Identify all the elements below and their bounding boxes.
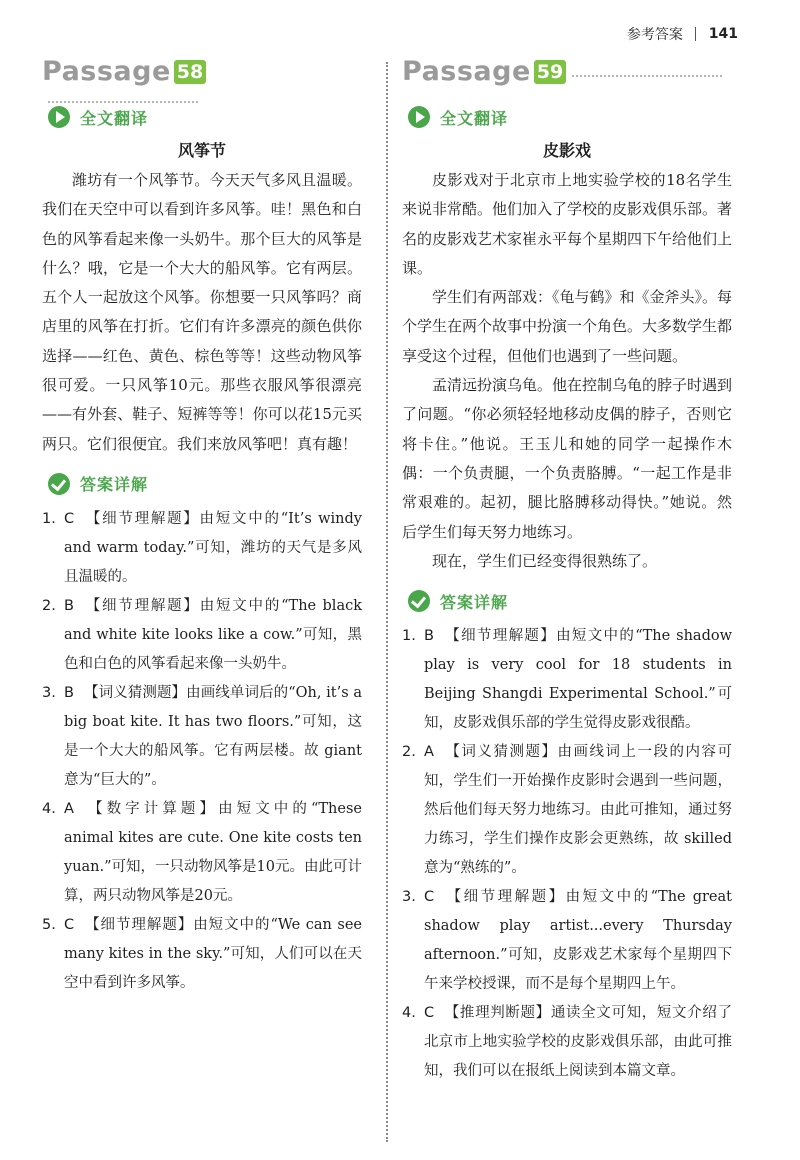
answer-item: [402, 883, 732, 999]
translation-section-header: [402, 102, 732, 132]
answer-text: 【词义猜测题】由画线单词后的“Oh, it’s a big boat kite. It has two floors.”可知，这是一个大大的船风筝。它有两层楼。故 giant 意为“巨大的”。: [64, 684, 362, 788]
passage-word: Passage: [42, 56, 171, 87]
answer-text: 【细节理解题】由短文中的“It’s windy and warm today.”可知，潍坊的天气是多风且温暖的。: [64, 510, 362, 585]
answer-number: 4.: [42, 800, 56, 817]
article-paragraph: 现在，学生们已经变得很熟练了。: [432, 551, 658, 570]
answer-letter: B: [424, 628, 434, 645]
check-icon: [408, 590, 430, 612]
answer-letter: C: [64, 510, 75, 527]
answers-label: 答案详解: [80, 475, 149, 495]
translation-section-header: [42, 102, 362, 132]
answer-text: 【词义猜测题】由画线词上一段的内容可知，学生们一开始操作皮影时会遇到一些问题，然后他们每天努力地练习。由此可推知，通过努力练习，学生们操作皮影会更熟练，故 skilled 意为“熟练的”。: [424, 744, 732, 877]
answer-text: 【细节理解题】由短文中的“We can see many kites in the sky.”可知，人们可以在天空中看到许多风筝。: [64, 916, 362, 991]
article-paragraph: 孟清远扮演乌龟。他在控制乌龟的脖子时遇到了问题。“你必须轻轻地移动皮偶的脖子，否则它将卡住。”他说。王玉儿和她的同学一起操作木偶：一个负责腿，一个负责胳膊。“一起工作是非常艰难的。起初，腿比胳膊移动得快。”她说。然后学生们每天努力地练习。: [402, 376, 733, 541]
answer-number: 3.: [42, 684, 56, 701]
answer-body: [64, 505, 362, 592]
answer-body: [424, 883, 732, 999]
check-icon: [48, 473, 70, 495]
answer-text: 【细节理解题】由短文中的“The shadow play is very cool for 18 students in Beijing Shangdi Experimental School.”可知，皮影戏俱乐部的学生觉得皮影戏很酷。: [424, 628, 732, 732]
heading-dotted-rule: [48, 101, 198, 103]
page-number: 141: [708, 26, 738, 42]
answer-body: [424, 999, 732, 1086]
play-icon: [408, 106, 430, 128]
passage-number-badge: 59: [534, 60, 566, 84]
answer-text: 【细节理解题】由短文中的“The great shadow play artist...every Thursday afternoon.”可知，皮影戏艺术家每个星期四下午来学校授课，而不是每个星期四上午。: [424, 889, 732, 993]
answer-number: 5.: [42, 916, 56, 933]
passage-heading: [402, 56, 732, 92]
answer-body: [64, 795, 362, 911]
answer-item: [42, 505, 362, 592]
answer-number: 2.: [402, 744, 416, 761]
answers-section-header: [42, 469, 362, 499]
answer-number: 1.: [402, 628, 416, 645]
answers-label: 答案详解: [440, 592, 509, 612]
header-separator: [695, 27, 696, 41]
answer-item: [402, 999, 732, 1086]
page-header: [627, 24, 738, 46]
article-title: 皮影戏: [542, 141, 591, 160]
answer-item: [402, 622, 732, 738]
passage-word: Passage: [402, 56, 531, 87]
answer-item: [42, 795, 362, 911]
answer-body: [424, 738, 732, 883]
translation-label: 全文翻译: [440, 108, 509, 128]
passage-heading: [42, 56, 362, 92]
translation-label: 全文翻译: [80, 108, 149, 128]
answer-number: 2.: [42, 597, 56, 614]
answer-item: [42, 592, 362, 679]
play-icon: [48, 106, 70, 128]
answer-text: 【推理判断题】通读全文可知，短文介绍了北京市上地实验学校的皮影戏俱乐部，由此可推知，我们可以在报纸上阅读到本篇文章。: [424, 1005, 732, 1080]
answer-letter: C: [424, 889, 435, 906]
answer-item: [42, 679, 362, 795]
column-divider: [386, 62, 388, 1142]
answers-section-header: [402, 586, 732, 616]
passage-58-column: [42, 56, 362, 998]
answer-letter: B: [64, 597, 74, 614]
article-paragraph: 潍坊有一个风筝节。今天天气多风且温暖。我们在天空中可以看到许多风筝。哇！黑色和白色的风筝看起来像一头奶牛。那个巨大的风筝是什么？哦，它是一个大大的船风筝。它有两层。五个人一起放这个风筝。你想要一只风筝吗？商店里的风筝在打折。它们有许多漂亮的颜色供你选择——红色、黄色、棕色等等！这些动物风筝很可爱。一只风筝10元。那些衣服风筝很漂亮——有外套、鞋子、短裤等等！你可以花15元买两只。它们很便宜。我们来放风筝吧！真有趣！: [42, 171, 362, 453]
answer-body: [64, 911, 362, 998]
answer-letter: C: [424, 1005, 435, 1022]
answer-item: [402, 738, 732, 883]
answer-item: [42, 911, 362, 998]
passage-number-badge: 58: [174, 60, 206, 84]
answer-text: 【细节理解题】由短文中的“The black and white kite looks like a cow.”可知，黑色和白色的风筝看起来像一头奶牛。: [64, 597, 362, 672]
answer-letter: C: [64, 916, 75, 933]
article-paragraph: 学生们有两部戏：《龟与鹤》和《金斧头》。每个学生在两个故事中扮演一个角色。大多数学生都享受这个过程，但他们也遇到了一些问题。: [402, 288, 733, 365]
answer-number: 3.: [402, 889, 416, 906]
answer-letter: A: [424, 744, 434, 761]
answer-text: 【数字计算题】由短文中的“These animal kites are cute. One kite costs ten yuan.”可知，一只动物风筝是10元。由此可计算，两只动物风筝是20元。: [64, 800, 362, 904]
answer-body: [424, 622, 732, 738]
answer-number: 1.: [42, 510, 56, 527]
article-title: 风筝节: [177, 141, 226, 160]
heading-dotted-rule: [572, 75, 722, 77]
header-label: 参考答案: [626, 27, 683, 43]
article-paragraph: 皮影戏对于北京市上地实验学校的18名学生来说非常酷。他们加入了学校的皮影戏俱乐部。著名的皮影戏艺术家崔永平每个星期四下午给他们上课。: [402, 171, 733, 277]
answer-number: 4.: [402, 1005, 416, 1022]
answer-body: [64, 679, 362, 795]
answer-body: [64, 592, 362, 679]
answer-letter: B: [64, 684, 74, 701]
answer-letter: A: [64, 800, 74, 817]
passage-59-column: [402, 56, 732, 1086]
